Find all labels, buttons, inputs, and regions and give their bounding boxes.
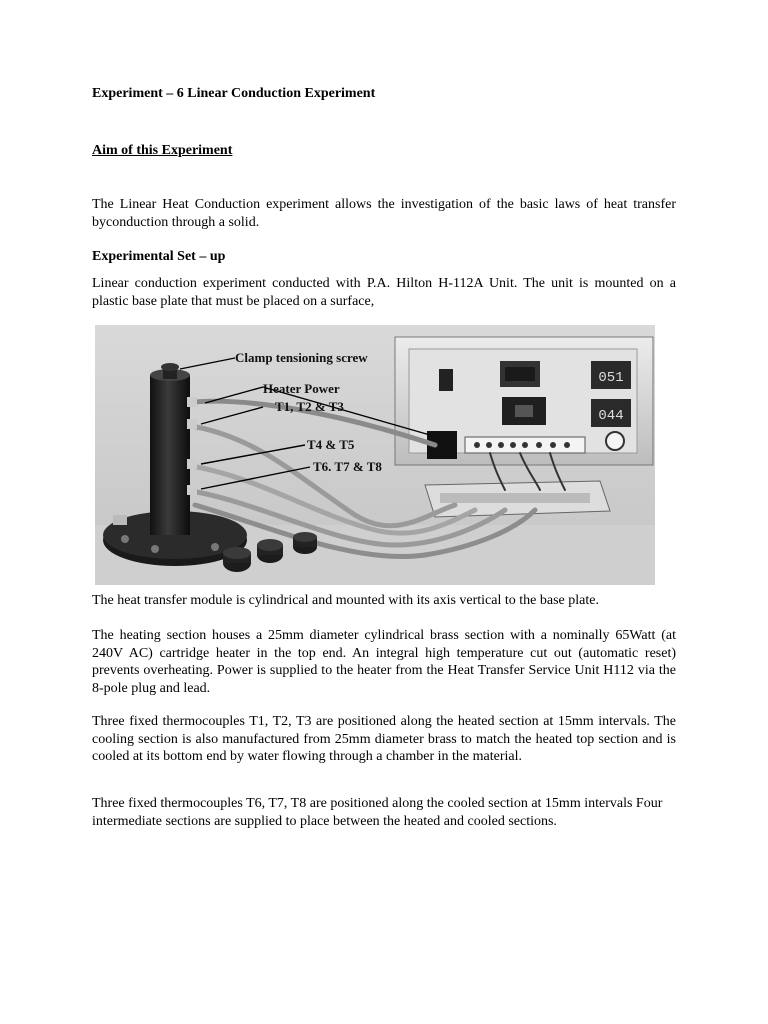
label-t4-t5: T4 & T5: [307, 437, 355, 452]
setup-paragraph: Linear conduction experiment conducted with P.A. Hilton H-112A Unit. The unit is mounted on a plastic base plate that must be placed on a surface,: [92, 276, 676, 309]
label-heater-power: Heater Power: [263, 381, 340, 396]
setup-heading: Experimental Set – up: [92, 249, 226, 264]
paragraph-thermocouples-heated: Three fixed thermocouples T1, T2, T3 are positioned along the heated section at 15mm intervals. The cooling section is also manufactured from 25mm diameter brass to match the heated top section and is cooled at its bottom end by water flowing through a chamber in the material.: [92, 714, 676, 764]
paragraph-heating-section: The heating section houses a 25mm diameter cylindrical brass section with a nominally 65Watt (at 240V AC) cartridge heater in the top end. An integral high temperature cut out (automatic reset) prevents overheating. Power is supplied to the heater from the Heat Transfer Service Unit H112 via the 8-pole plug and lead.: [92, 628, 676, 696]
control-knob: [606, 432, 624, 450]
label-t1-t2-t3: T1, T2 & T3: [275, 399, 344, 414]
paragraph-module: The heat transfer module is cylindrical and mounted with its axis vertical to the base plate.: [92, 593, 599, 608]
aim-heading: Aim of this Experiment: [92, 143, 233, 158]
paragraph-thermocouples-cooled: Three fixed thermocouples T6, T7, T8 are positioned along the cooled section at 15mm intervals Four intermediate sections are supplied to place between the heated and cooled sections.: [92, 796, 663, 829]
connector-board: [425, 481, 610, 517]
label-t6-t7-t8: T6. T7 & T8: [313, 459, 382, 474]
power-switch: [439, 369, 453, 391]
apparatus-figure: [95, 325, 655, 585]
aim-paragraph: The Linear Heat Conduction experiment allows the investigation of the basic laws of heat transfer byconduction through a solid.: [92, 197, 676, 230]
display-readout-2: 044: [598, 408, 624, 424]
document-title: Experiment – 6 Linear Conduction Experiment: [92, 86, 376, 101]
label-clamp-screw: Clamp tensioning screw: [235, 350, 368, 365]
display-readout-1: 051: [598, 370, 624, 386]
apparatus-photo: [95, 325, 655, 585]
